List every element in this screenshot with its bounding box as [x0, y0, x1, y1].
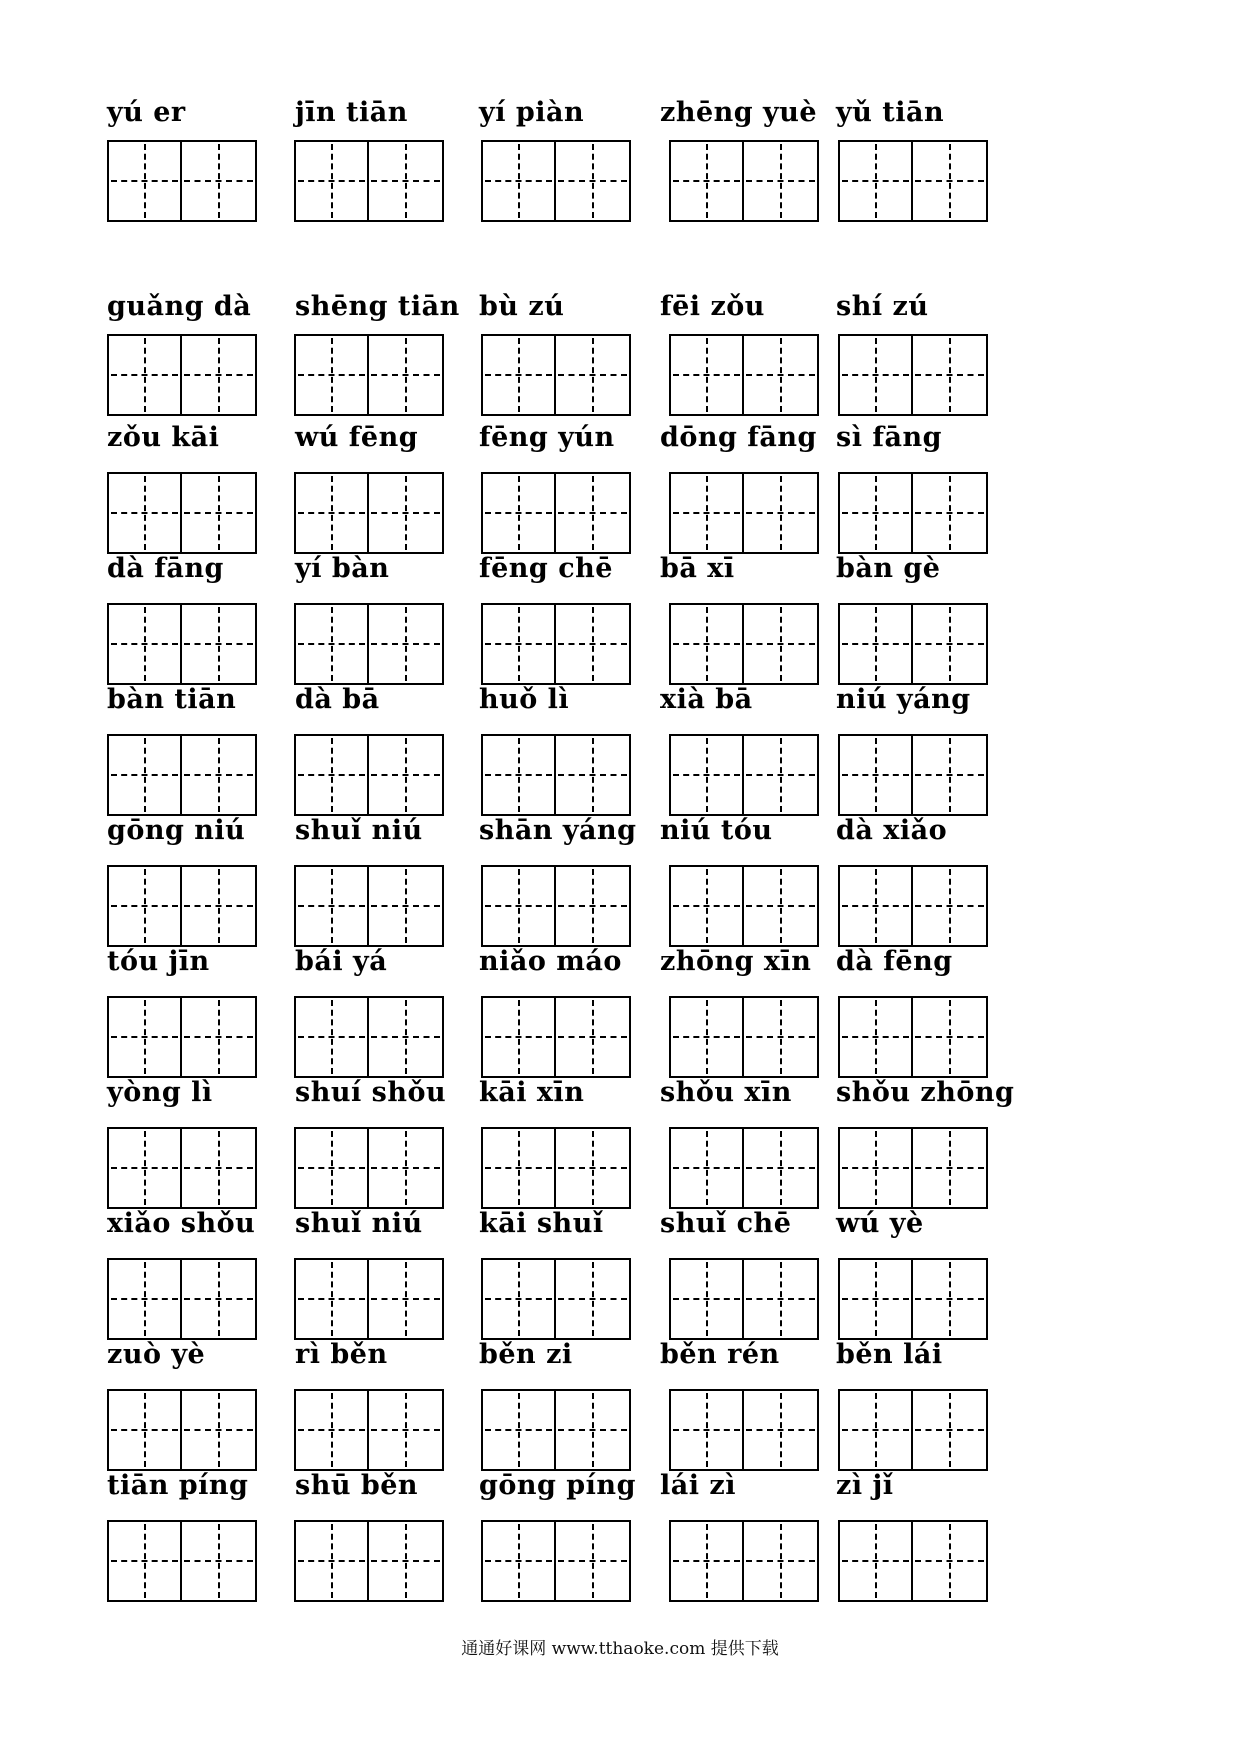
- tianzige-cell[interactable]: [838, 996, 913, 1078]
- tianzige-cell[interactable]: [107, 603, 182, 685]
- pinyin-label: tóu jīn: [107, 946, 210, 977]
- pinyin-label: dōng fāng: [660, 422, 817, 453]
- tianzige-cell[interactable]: [369, 1127, 444, 1209]
- tianzige-cell[interactable]: [182, 1520, 257, 1602]
- tianzige-cell[interactable]: [744, 334, 819, 416]
- tianzige-cell[interactable]: [369, 140, 444, 222]
- pinyin-label: shuǐ chē: [660, 1208, 792, 1239]
- writing-box-pair[interactable]: [838, 1520, 988, 1602]
- tianzige-cell[interactable]: [369, 865, 444, 947]
- tianzige-cell[interactable]: [481, 334, 556, 416]
- tianzige-cell[interactable]: [481, 996, 556, 1078]
- pinyin-label: shān yáng: [479, 815, 637, 846]
- tianzige-cell[interactable]: [369, 603, 444, 685]
- tianzige-cell[interactable]: [294, 1127, 369, 1209]
- pinyin-label: gōng píng: [479, 1470, 636, 1501]
- tianzige-cell[interactable]: [107, 734, 182, 816]
- writing-box-pair[interactable]: [669, 1258, 819, 1340]
- pinyin-label: fēng chē: [479, 553, 613, 584]
- pinyin-label: bā xī: [660, 553, 735, 584]
- pinyin-label: yí bàn: [295, 553, 390, 584]
- writing-box-pair[interactable]: [294, 1520, 444, 1602]
- tianzige-cell[interactable]: [481, 734, 556, 816]
- tianzige-cell[interactable]: [369, 1258, 444, 1340]
- pinyin-label: shuǐ niú: [295, 815, 423, 846]
- pinyin-label: niú tóu: [660, 815, 773, 846]
- writing-box-pair[interactable]: [294, 996, 444, 1078]
- tianzige-cell[interactable]: [369, 996, 444, 1078]
- writing-box-pair[interactable]: [669, 1389, 819, 1471]
- pinyin-label: běn zi: [479, 1339, 573, 1370]
- tianzige-cell[interactable]: [481, 1520, 556, 1602]
- tianzige-cell[interactable]: [838, 1389, 913, 1471]
- tianzige-cell[interactable]: [107, 1258, 182, 1340]
- tianzige-cell[interactable]: [913, 1520, 988, 1602]
- writing-box-pair[interactable]: [481, 865, 631, 947]
- tianzige-cell[interactable]: [838, 1258, 913, 1340]
- pinyin-label: kāi shuǐ: [479, 1208, 604, 1239]
- tianzige-cell[interactable]: [913, 1258, 988, 1340]
- tianzige-cell[interactable]: [107, 1520, 182, 1602]
- tianzige-cell[interactable]: [838, 1520, 913, 1602]
- pinyin-label: guǎng dà: [107, 291, 252, 322]
- writing-box-pair[interactable]: [669, 140, 819, 222]
- pinyin-label: niǎo máo: [479, 946, 622, 977]
- tianzige-cell[interactable]: [182, 603, 257, 685]
- tianzige-cell[interactable]: [182, 734, 257, 816]
- tianzige-cell[interactable]: [481, 1258, 556, 1340]
- tianzige-cell[interactable]: [294, 603, 369, 685]
- tianzige-cell[interactable]: [838, 603, 913, 685]
- tianzige-cell[interactable]: [107, 1389, 182, 1471]
- pinyin-label: shēng tiān: [295, 291, 460, 322]
- tianzige-cell[interactable]: [481, 865, 556, 947]
- pinyin-label: lái zì: [660, 1470, 736, 1501]
- writing-box-pair[interactable]: [669, 1520, 819, 1602]
- tianzige-cell[interactable]: [182, 472, 257, 554]
- pinyin-label: shuí shǒu: [295, 1077, 447, 1108]
- pinyin-label: shū běn: [295, 1470, 419, 1501]
- writing-box-pair[interactable]: [481, 734, 631, 816]
- writing-box-pair[interactable]: [838, 734, 988, 816]
- pinyin-label: zì jǐ: [836, 1470, 894, 1501]
- tianzige-cell[interactable]: [556, 1520, 631, 1602]
- writing-box-pair[interactable]: [107, 1127, 257, 1209]
- writing-box-pair[interactable]: [481, 472, 631, 554]
- tianzige-cell[interactable]: [669, 140, 744, 222]
- tianzige-cell[interactable]: [913, 865, 988, 947]
- tianzige-cell[interactable]: [838, 1127, 913, 1209]
- tianzige-cell[interactable]: [744, 1127, 819, 1209]
- writing-box-pair[interactable]: [107, 140, 257, 222]
- tianzige-cell[interactable]: [744, 996, 819, 1078]
- pinyin-label: fēng yún: [479, 422, 615, 453]
- tianzige-cell[interactable]: [294, 1389, 369, 1471]
- tianzige-cell[interactable]: [838, 334, 913, 416]
- writing-box-pair[interactable]: [669, 996, 819, 1078]
- tianzige-cell[interactable]: [182, 1389, 257, 1471]
- pinyin-label: dà fēng: [836, 946, 953, 977]
- pinyin-label: bàn gè: [836, 553, 941, 584]
- tianzige-cell[interactable]: [669, 734, 744, 816]
- writing-box-pair[interactable]: [107, 734, 257, 816]
- tianzige-cell[interactable]: [294, 1520, 369, 1602]
- tianzige-cell[interactable]: [669, 1127, 744, 1209]
- writing-box-pair[interactable]: [838, 1258, 988, 1340]
- writing-box-pair[interactable]: [838, 140, 988, 222]
- writing-box-pair[interactable]: [481, 1389, 631, 1471]
- pinyin-label: běn lái: [836, 1339, 943, 1370]
- writing-box-pair[interactable]: [481, 1127, 631, 1209]
- tianzige-cell[interactable]: [107, 140, 182, 222]
- writing-box-pair[interactable]: [107, 1258, 257, 1340]
- tianzige-cell[interactable]: [556, 140, 631, 222]
- writing-box-pair[interactable]: [669, 1127, 819, 1209]
- writing-box-pair[interactable]: [838, 996, 988, 1078]
- pinyin-label: zuò yè: [107, 1339, 206, 1370]
- pinyin-label: jīn tiān: [295, 97, 408, 128]
- writing-box-pair[interactable]: [481, 996, 631, 1078]
- pinyin-label: zhēng yuè: [660, 97, 818, 128]
- tianzige-cell[interactable]: [294, 996, 369, 1078]
- pinyin-label: běn rén: [660, 1339, 780, 1370]
- pinyin-label: dà xiǎo: [836, 815, 948, 846]
- tianzige-cell[interactable]: [369, 734, 444, 816]
- tianzige-cell[interactable]: [182, 140, 257, 222]
- writing-box-pair[interactable]: [481, 334, 631, 416]
- tianzige-cell[interactable]: [182, 334, 257, 416]
- tianzige-cell[interactable]: [294, 140, 369, 222]
- writing-box-pair[interactable]: [838, 865, 988, 947]
- tianzige-cell[interactable]: [107, 1127, 182, 1209]
- pinyin-label: shí zú: [836, 291, 929, 322]
- tianzige-cell[interactable]: [913, 472, 988, 554]
- tianzige-cell[interactable]: [913, 996, 988, 1078]
- writing-box-pair[interactable]: [107, 472, 257, 554]
- pinyin-label: dà bā: [295, 684, 380, 715]
- pinyin-label: huǒ lì: [479, 684, 570, 715]
- tianzige-cell[interactable]: [913, 334, 988, 416]
- pinyin-label: dà fāng: [107, 553, 224, 584]
- tianzige-cell[interactable]: [913, 140, 988, 222]
- writing-box-pair[interactable]: [481, 1520, 631, 1602]
- tianzige-cell[interactable]: [838, 140, 913, 222]
- pinyin-label: shuǐ niú: [295, 1208, 423, 1239]
- tianzige-cell[interactable]: [556, 1258, 631, 1340]
- tianzige-cell[interactable]: [182, 1258, 257, 1340]
- tianzige-cell[interactable]: [913, 603, 988, 685]
- tianzige-cell[interactable]: [481, 1389, 556, 1471]
- pinyin-label: wú fēng: [295, 422, 419, 453]
- pinyin-label: shǒu zhōng: [836, 1077, 1015, 1108]
- pinyin-label: niú yáng: [836, 684, 971, 715]
- writing-box-pair[interactable]: [107, 603, 257, 685]
- writing-box-pair[interactable]: [294, 1258, 444, 1340]
- writing-box-pair[interactable]: [481, 1258, 631, 1340]
- tianzige-cell[interactable]: [556, 1389, 631, 1471]
- tianzige-cell[interactable]: [669, 334, 744, 416]
- tianzige-cell[interactable]: [669, 996, 744, 1078]
- tianzige-cell[interactable]: [107, 865, 182, 947]
- tianzige-cell[interactable]: [744, 865, 819, 947]
- tianzige-cell[interactable]: [913, 1127, 988, 1209]
- writing-box-pair[interactable]: [107, 1520, 257, 1602]
- pinyin-label: bái yá: [295, 946, 388, 977]
- tianzige-cell[interactable]: [481, 472, 556, 554]
- tianzige-cell[interactable]: [669, 472, 744, 554]
- tianzige-cell[interactable]: [369, 472, 444, 554]
- pinyin-label: yòng lì: [107, 1077, 213, 1108]
- writing-box-pair[interactable]: [669, 472, 819, 554]
- tianzige-cell[interactable]: [294, 865, 369, 947]
- writing-box-pair[interactable]: [481, 603, 631, 685]
- tianzige-cell[interactable]: [838, 472, 913, 554]
- tianzige-cell[interactable]: [182, 1127, 257, 1209]
- tianzige-cell[interactable]: [744, 1258, 819, 1340]
- writing-box-pair[interactable]: [294, 140, 444, 222]
- tianzige-cell[interactable]: [481, 1127, 556, 1209]
- tianzige-cell[interactable]: [744, 603, 819, 685]
- writing-box-pair[interactable]: [294, 1127, 444, 1209]
- tianzige-cell[interactable]: [481, 140, 556, 222]
- tianzige-cell[interactable]: [744, 734, 819, 816]
- pinyin-label: rì běn: [295, 1339, 388, 1370]
- writing-box-pair[interactable]: [107, 996, 257, 1078]
- writing-box-pair[interactable]: [838, 472, 988, 554]
- pinyin-label: yí piàn: [479, 97, 585, 128]
- tianzige-cell[interactable]: [744, 472, 819, 554]
- tianzige-cell[interactable]: [669, 1520, 744, 1602]
- writing-box-pair[interactable]: [669, 734, 819, 816]
- writing-box-pair[interactable]: [838, 1127, 988, 1209]
- tianzige-cell[interactable]: [369, 1389, 444, 1471]
- pinyin-label: bàn tiān: [107, 684, 237, 715]
- writing-box-pair[interactable]: [107, 334, 257, 416]
- tianzige-cell[interactable]: [669, 603, 744, 685]
- tianzige-cell[interactable]: [294, 334, 369, 416]
- writing-box-pair[interactable]: [107, 865, 257, 947]
- writing-box-pair[interactable]: [294, 603, 444, 685]
- pinyin-label: bù zú: [479, 291, 565, 322]
- tianzige-cell[interactable]: [838, 734, 913, 816]
- tianzige-cell[interactable]: [481, 603, 556, 685]
- tianzige-cell[interactable]: [182, 996, 257, 1078]
- tianzige-cell[interactable]: [107, 334, 182, 416]
- writing-box-pair[interactable]: [838, 334, 988, 416]
- tianzige-cell[interactable]: [556, 603, 631, 685]
- pinyin-label: zǒu kāi: [107, 422, 220, 453]
- footer-credit: 通通好课网 www.tthaoke.com 提供下载: [461, 1639, 779, 1659]
- pinyin-label: kāi xīn: [479, 1077, 585, 1108]
- pinyin-label: shǒu xīn: [660, 1077, 792, 1108]
- tianzige-cell[interactable]: [369, 1520, 444, 1602]
- tianzige-cell[interactable]: [669, 1389, 744, 1471]
- tianzige-cell[interactable]: [294, 472, 369, 554]
- writing-box-pair[interactable]: [838, 603, 988, 685]
- writing-box-pair[interactable]: [669, 334, 819, 416]
- tianzige-cell[interactable]: [744, 140, 819, 222]
- writing-box-pair[interactable]: [107, 1389, 257, 1471]
- tianzige-cell[interactable]: [556, 472, 631, 554]
- tianzige-cell[interactable]: [556, 734, 631, 816]
- tianzige-cell[interactable]: [669, 1258, 744, 1340]
- pinyin-label: yú er: [107, 97, 186, 128]
- writing-box-pair[interactable]: [481, 140, 631, 222]
- tianzige-cell[interactable]: [182, 865, 257, 947]
- writing-box-pair[interactable]: [669, 603, 819, 685]
- tianzige-cell[interactable]: [556, 865, 631, 947]
- tianzige-cell[interactable]: [744, 1520, 819, 1602]
- tianzige-cell[interactable]: [556, 1127, 631, 1209]
- tianzige-cell[interactable]: [294, 1258, 369, 1340]
- writing-box-pair[interactable]: [838, 1389, 988, 1471]
- pinyin-label: xià bā: [660, 684, 753, 715]
- tianzige-cell[interactable]: [107, 472, 182, 554]
- tianzige-cell[interactable]: [107, 996, 182, 1078]
- writing-box-pair[interactable]: [294, 1389, 444, 1471]
- writing-box-pair[interactable]: [294, 734, 444, 816]
- tianzige-cell[interactable]: [556, 996, 631, 1078]
- pinyin-label: sì fāng: [836, 422, 942, 453]
- tianzige-cell[interactable]: [913, 1389, 988, 1471]
- writing-box-pair[interactable]: [294, 865, 444, 947]
- pinyin-label: xiǎo shǒu: [107, 1208, 256, 1239]
- tianzige-cell[interactable]: [838, 865, 913, 947]
- pinyin-label: gōng niú: [107, 815, 246, 846]
- tianzige-cell[interactable]: [369, 334, 444, 416]
- writing-box-pair[interactable]: [669, 865, 819, 947]
- pinyin-label: yǔ tiān: [836, 97, 945, 128]
- pinyin-label: zhōng xīn: [660, 946, 812, 977]
- tianzige-cell[interactable]: [556, 334, 631, 416]
- tianzige-cell[interactable]: [294, 734, 369, 816]
- tianzige-cell[interactable]: [669, 865, 744, 947]
- pinyin-label: tiān píng: [107, 1470, 249, 1501]
- tianzige-cell[interactable]: [913, 734, 988, 816]
- pinyin-label: fēi zǒu: [660, 291, 765, 322]
- writing-box-pair[interactable]: [294, 334, 444, 416]
- pinyin-label: wú yè: [836, 1208, 924, 1239]
- tianzige-cell[interactable]: [744, 1389, 819, 1471]
- writing-box-pair[interactable]: [294, 472, 444, 554]
